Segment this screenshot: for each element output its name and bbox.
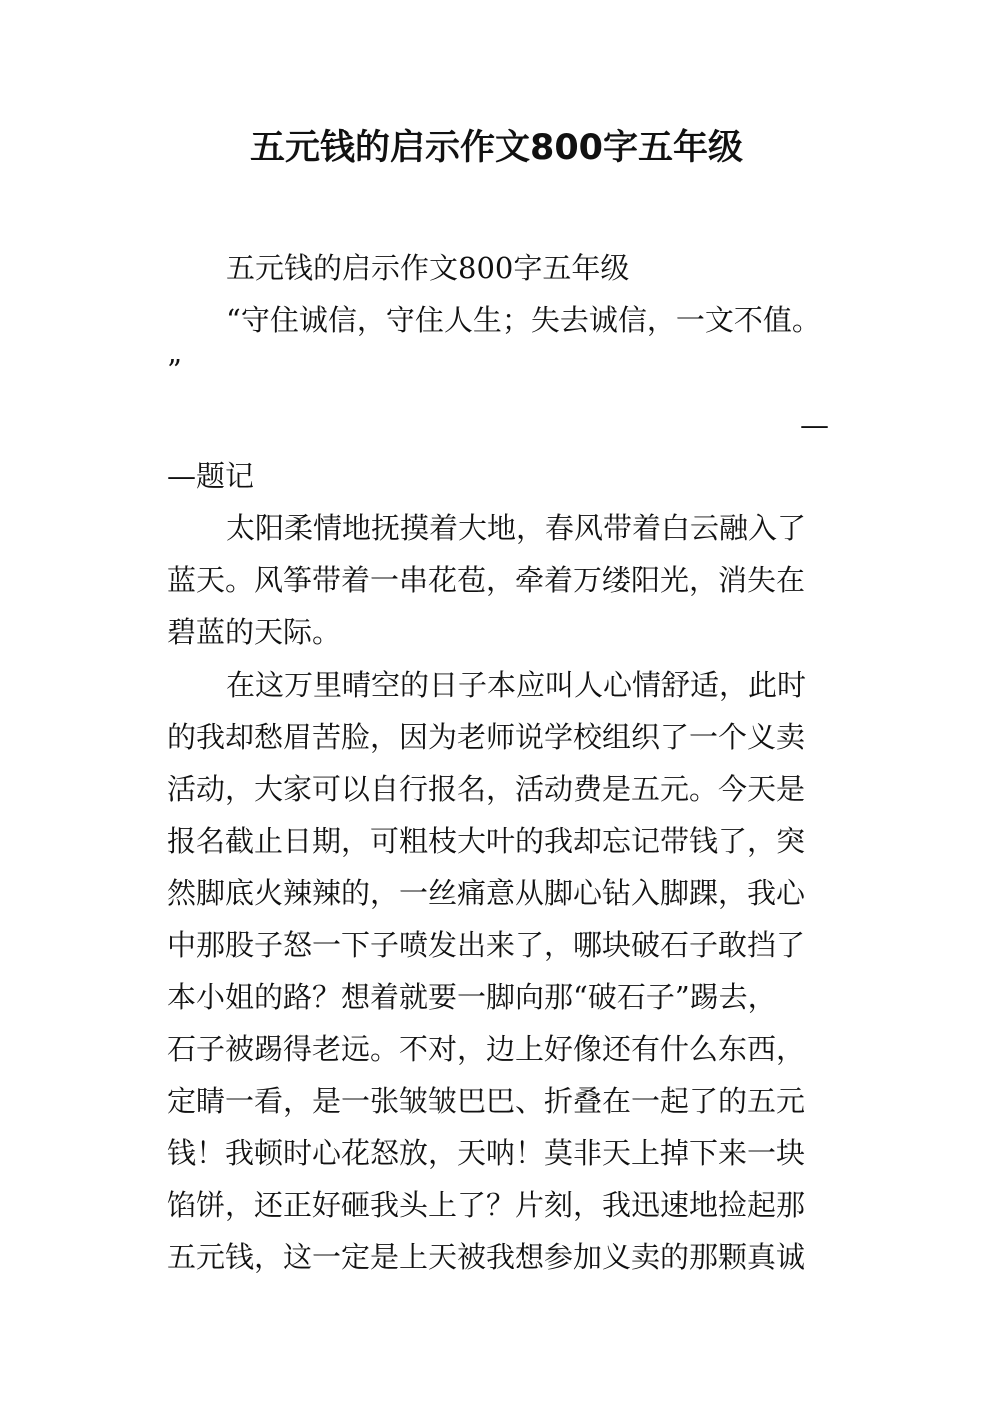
body-line-epigraph-dash: —	[800, 408, 829, 442]
body-line: 的我却愁眉苦脸，因为老师说学校组织了一个义卖	[167, 720, 806, 754]
body-line-epigraph-attribution: —题记	[167, 459, 255, 493]
body-line-subtitle: 五元钱的启示作文800字五年级	[226, 251, 630, 285]
body-line: 定睛一看，是一张皱皱巴巴、折叠在一起了的五元	[167, 1084, 806, 1118]
body-line: 碧蓝的天际。	[167, 615, 342, 649]
body-line: 在这万里晴空的日子本应叫人心情舒适，此时	[226, 668, 807, 702]
body-line: 蓝天。风筝带着一串花苞，牵着万缕阳光，消失在	[167, 563, 806, 597]
body-line: 活动，大家可以自行报名，活动费是五元。今天是	[167, 772, 806, 806]
body-line: 然脚底火辣辣的，一丝痛意从脚心钻入脚踝，我心	[167, 876, 806, 910]
body-line: 报名截止日期，可粗枝大叶的我却忘记带钱了，突	[167, 824, 806, 858]
body-line: 太阳柔情地抚摸着大地，春风带着白云融入了	[226, 511, 807, 545]
body-line-epigraph-close-quote: ”	[167, 353, 182, 387]
body-line-epigraph: “守住诚信，守住人生；失去诚信，一文不值。	[226, 303, 821, 337]
body-line: 钱！我顿时心花怒放，天呐！莫非天上掉下来一块	[167, 1136, 806, 1170]
body-line: 中那股子怒一下子喷发出来了，哪块破石子敢挡了	[167, 928, 806, 962]
body-line: 五元钱，这一定是上天被我想参加义卖的那颗真诚	[167, 1240, 806, 1274]
body-line: 馅饼，还正好砸我头上了？片刻，我迅速地捡起那	[167, 1188, 806, 1222]
body-line: 石子被踢得老远。不对，边上好像还有什么东西，	[167, 1032, 806, 1066]
body-line: 本小姐的路？想着就要一脚向那“破石子”踢去，	[167, 980, 777, 1014]
document-title: 五元钱的启示作文800字五年级	[249, 128, 744, 168]
